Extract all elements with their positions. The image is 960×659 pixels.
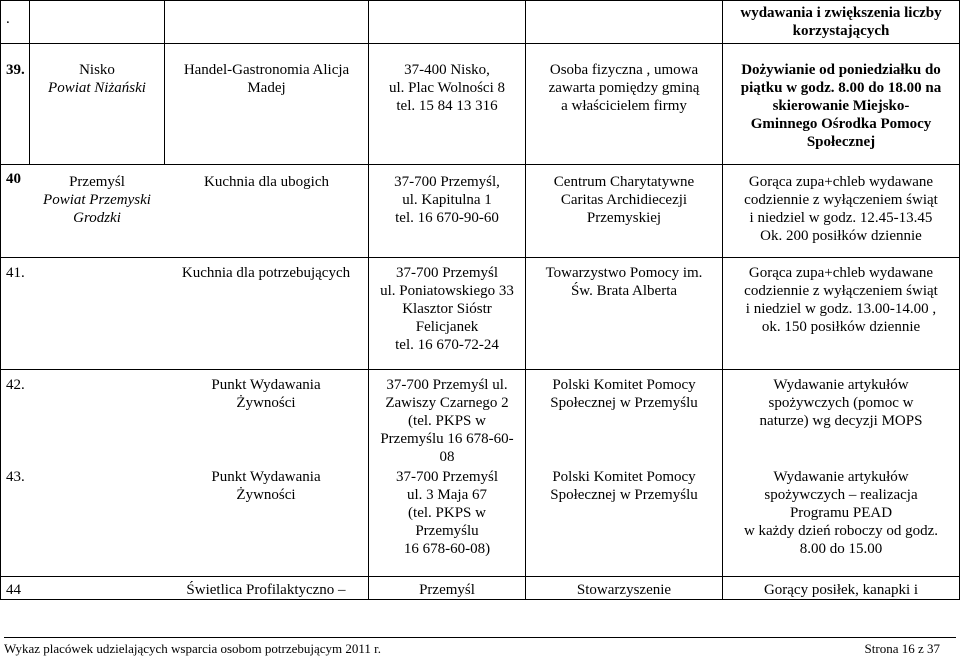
row-41-name: Kuchnia dla potrzebujących <box>181 265 351 281</box>
row-40-info: Gorąca zupa+chleb wydawane codziennie z wyłączeniem świąt i niedziel w godz. 12.45-13.45 Ok. 200 posiłków dziennie <box>744 174 938 244</box>
table-line-v1 <box>29 0 30 44</box>
row-44-name: Świetlica Profilaktyczno – <box>186 582 346 598</box>
footer-rule <box>4 637 956 638</box>
table-line-h4 <box>0 369 960 370</box>
row-43-operator: Polski Komitet Pomocy Społecznej w Przemyślu <box>550 469 698 503</box>
row-43-name: Punkt Wydawania Żywności <box>211 469 321 503</box>
row-43-address: 37-700 Przemyśl ul. 3 Maja 67 (tel. PKPS w Przemyślu 16 678-60-08) <box>395 469 499 557</box>
row-44-info: Gorący posiłek, kanapki i <box>763 582 919 598</box>
row-41-info: Gorąca zupa+chleb wydawane codziennie z wyłączeniem świąt i niedziel w godz. 13.00-14.00 , ok. 150 posiłków dziennie <box>744 265 938 335</box>
footer-page-number: Strona 16 z 37 <box>864 641 940 656</box>
row-39-name: Handel-Gastronomia Alicja Madej <box>183 62 350 96</box>
row-40-number: 40 <box>6 171 21 187</box>
row-42-name: Punkt Wydawania Żywności <box>211 377 321 411</box>
footer-title: Wykaz placówek udzielających wsparcia osobom potrzebującym 2011 r. <box>4 641 382 656</box>
row-41-number: 41. <box>6 265 25 281</box>
row-39-info: Dożywianie od poniedziałku do piątku w godz. 8.00 do 18.00 na skierowanie Miejsko- Gminnego Ośrodka Pomocy Społecznej <box>740 62 942 150</box>
row-40-address: 37-700 Przemyśl, ul. Kapitulna 1 tel. 16 670-90-60 <box>394 174 500 226</box>
row-44-operator: Stowarzyszenie <box>576 582 672 598</box>
row-40-name: Kuchnia dla ubogich <box>204 174 329 190</box>
row-44-address: Przemyśl <box>419 582 475 598</box>
row-41-address: 37-700 Przemyśl ul. Poniatowskiego 33 Klasztor Sióstr Felicjanek tel. 16 670-72-24 <box>380 265 514 353</box>
row-41-operator: Towarzystwo Pomocy im. Św. Brata Alberta <box>545 265 703 299</box>
row-44-number: 44 <box>6 582 21 598</box>
row-39-number: 39. <box>6 62 25 78</box>
row-42-address: 37-700 Przemyśl ul. Zawiszy Czarnego 2 (tel. PKPS w Przemyślu 16 678-60- 08 <box>380 377 514 465</box>
row-40-operator: Centrum Charytatywne Caritas Archidiecezji Przemyskiej <box>553 174 695 226</box>
row-40-city: Przemyśl <box>69 174 125 190</box>
row-42-info: Wydawanie artykułów spożywczych (pomoc w naturze) wg decyzji MOPS <box>759 377 923 429</box>
cell-dot: . <box>6 11 10 27</box>
table-line-h5 <box>0 576 960 577</box>
row-39-district: Powiat Niżański <box>48 80 146 96</box>
row-39-city: Nisko <box>79 62 115 78</box>
row-43-number: 43. <box>6 469 25 485</box>
header-col6-continuation: wydawania i zwiększenia liczby korzystających <box>740 5 942 39</box>
table-line-h1 <box>0 43 960 44</box>
row-39-operator: Osoba fizyczna , umowa zawarta pomiędzy gminą a właścicielem firmy <box>548 62 700 114</box>
row-42-number: 42. <box>6 377 25 393</box>
table-border-top <box>0 0 960 1</box>
row-40-district: Powiat Przemyski Grodzki <box>43 192 151 226</box>
row-39-address: 37-400 Nisko, ul. Plac Wolności 8 tel. 15 84 13 316 <box>388 62 505 114</box>
table-line-h3 <box>0 257 960 258</box>
row-43-info: Wydawanie artykułów spożywczych – realizacja Programu PEAD w każdy dzień roboczy od godz. 8.00 do 15.00 <box>743 469 939 557</box>
table-line-h6 <box>0 599 960 600</box>
table-border-left <box>0 0 1 600</box>
row-42-operator: Polski Komitet Pomocy Społecznej w Przemyślu <box>550 377 698 411</box>
table-line-h2 <box>0 164 960 165</box>
